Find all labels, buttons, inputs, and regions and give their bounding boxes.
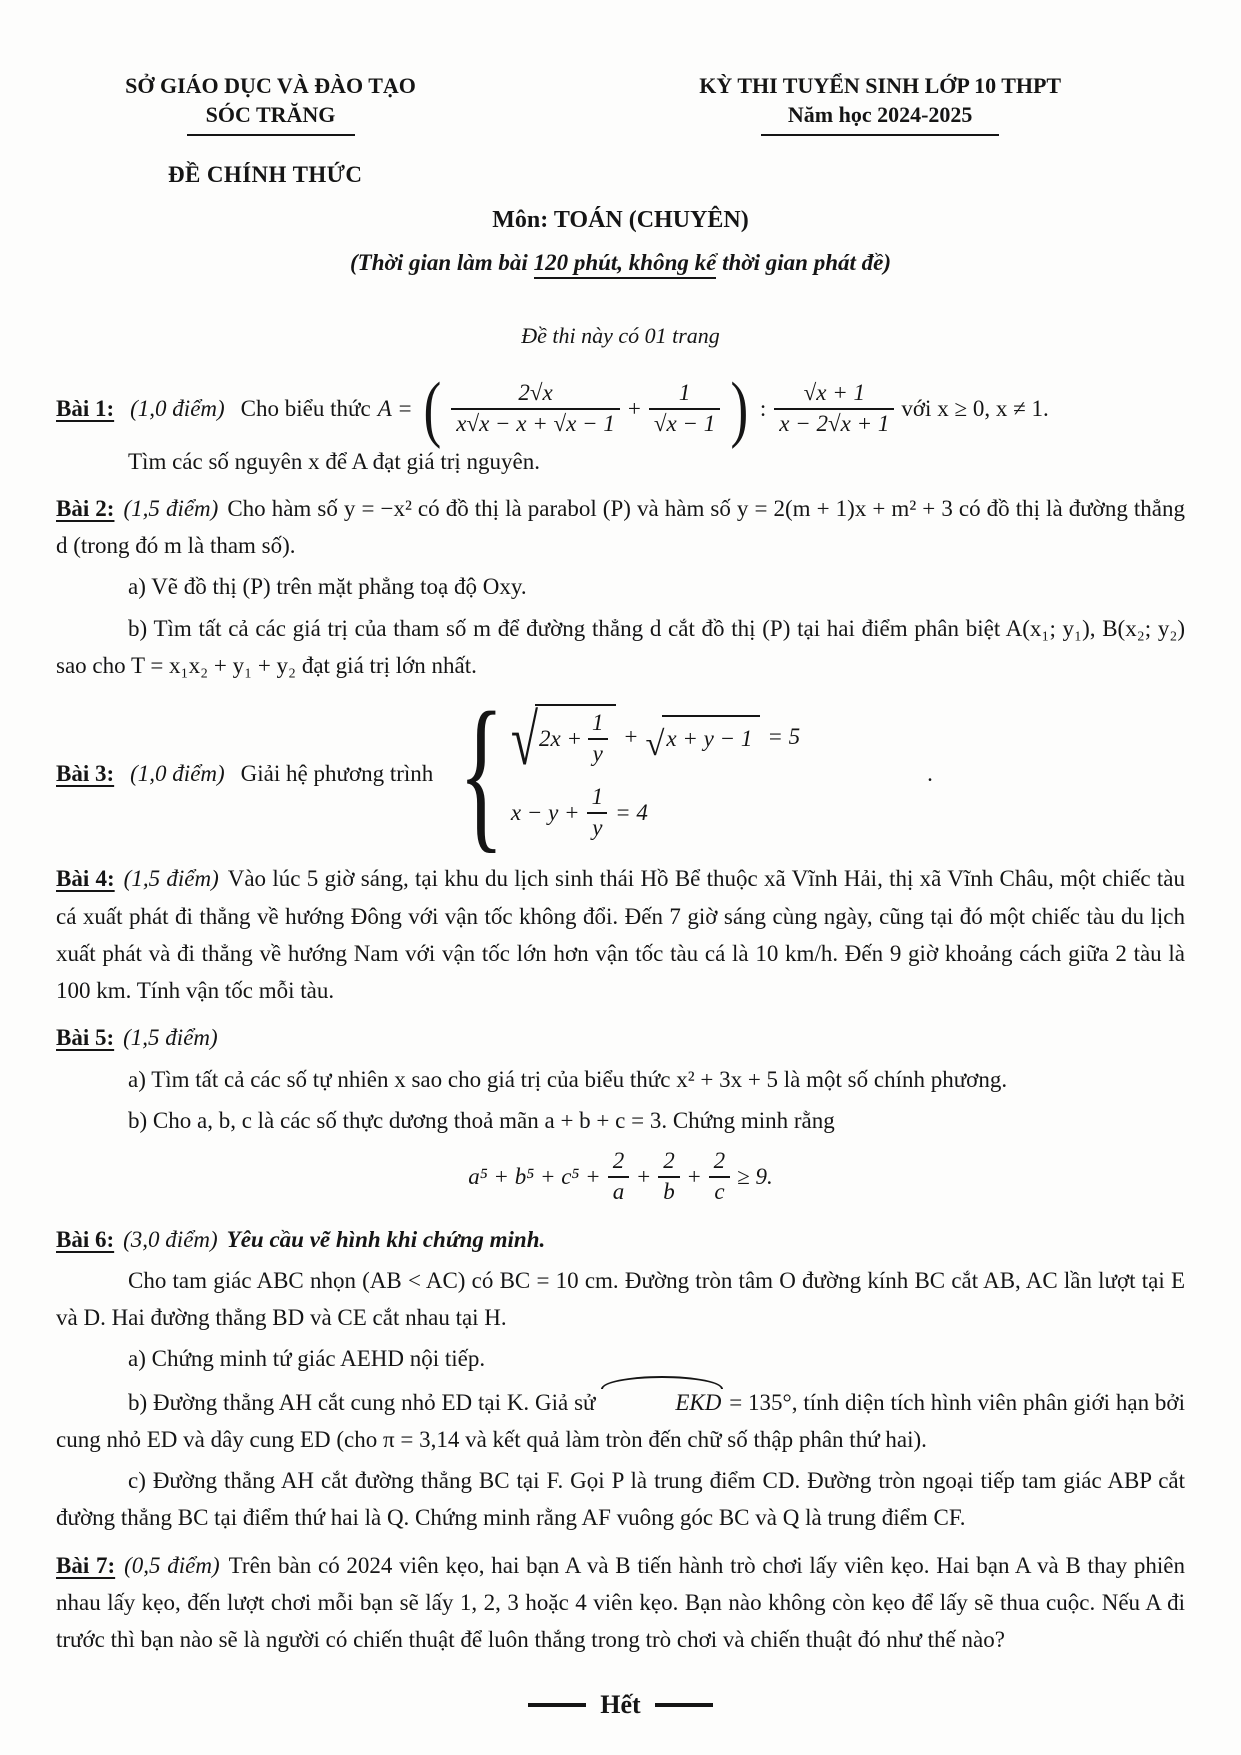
province-name: SÓC TRĂNG: [205, 101, 336, 127]
problem-6-item-c: c) Đường thẳng AH cắt đường thẳng BC tại F. Gọi P là trung điểm CD. Đường tròn ngoại tiếp tam giác ABP cắt đường thẳng BC tại điểm thứ hai là Q. Chứng minh rằng AF vuông góc BC và Q là trung điểm CF.: [56, 1468, 1185, 1531]
domain-condition: với x ≥ 0, x ≠ 1.: [901, 396, 1049, 422]
problem-points: (0,5 điểm): [124, 1552, 220, 1578]
problem-points: (1,5 điểm): [123, 866, 219, 892]
exam-rule: [761, 134, 999, 136]
problem-2: [56, 490, 1185, 684]
dash-line: [528, 1703, 586, 1707]
duration-post: thời gian phát đề): [716, 250, 891, 276]
equation-1: [510, 700, 801, 781]
problem-6-item-b: b) Đường thẳng AH cắt cung nhỏ ED tại K. Giả sử EKD = 135°, tính diện tích hình viên phân giới hạn bởi cung nhỏ ED và dây cung ED (cho π = 3,14 và kết quả làm tròn đến chữ số thập phân thứ hai).: [56, 1382, 1185, 1459]
expression-lhs: A =: [377, 396, 413, 422]
exam-block: [575, 72, 1185, 136]
problem-1: [56, 367, 1185, 450]
subject-title: Môn: TOÁN (CHUYÊN): [492, 207, 749, 234]
radical: √ x + y − 1: [645, 715, 760, 757]
page-count-note: Đề thi này có 01 trang: [521, 322, 720, 348]
plus-operator: +: [687, 1164, 701, 1190]
problem-points: (1,5 điểm): [123, 495, 219, 521]
problem-intro: Cho biểu thức: [240, 396, 371, 422]
fraction: $\frac{2}{a}$: [608, 1147, 630, 1207]
problem-6: [56, 1221, 1185, 1537]
header: [56, 72, 1185, 136]
problem-statement: Vào lúc 5 giờ sáng, tại khu du lịch sinh thái Hồ Bể thuộc xã Vĩnh Hải, thị xã Vĩnh Châu, một chiếc tàu cá xuất phát đi thẳng về hướng Đông với vận tốc không đổi. Đến 7 giờ sáng cùng ngày, cũng tại đó một chiếc tàu du lịch xuất phát và đi thẳng về hướng Nam với vận tốc lớn hơn vận tốc tàu cá là 10 km/h. Đến 9 giờ khoảng cách giữa 2 tàu là 100 km. Tính vận tốc mỗi tàu.: [56, 866, 1186, 1004]
fraction: $\frac{2}{b}$: [658, 1147, 680, 1207]
problem-statement: Trên bàn có 2024 viên kẹo, hai bạn A và B tiến hành trò chơi lấy viên kẹo. Hai bạn A và B thay phiên nhau lấy kẹo, đến lượt chơi mỗi bạn sẽ lấy 1, 2, 3 hoặc 4 viên kẹo. Bạn nào không còn kẹo để lấy sẽ thua cuộc. Nếu A đi trước thì bạn nào sẽ là người có chiến thuật để luôn thắng trong trò chơi và chiến thuật đó như thế nào?: [56, 1552, 1185, 1653]
problem-label: Bài 2:: [56, 495, 115, 521]
department-block: [56, 72, 485, 136]
problem-points: (1,0 điểm): [130, 760, 225, 786]
plus-operator: +: [624, 723, 638, 749]
dash-line: [655, 1703, 713, 1707]
inequality-rhs: ≥ 9.: [737, 1164, 773, 1190]
problem-6-intro: Cho tam giác ABC nhọn (AB < AC) có BC = 10 cm. Đường tròn tâm O đường kính BC cắt AB, AC lần lượt tại E và D. Hai đường thẳng BD và CE cắt nhau tại H.: [56, 1267, 1185, 1331]
problem-intro: Giải hệ phương trình: [240, 760, 434, 786]
fraction: $\frac{1}{y}$: [587, 783, 609, 843]
problem-5-item-a: a) Tìm tất cả các số tự nhiên x sao cho giá trị của biểu thức x² + 3x + 5 là một số chính phương.: [128, 1066, 1008, 1092]
right-paren: ): [730, 367, 749, 450]
fraction: $\frac{√x + 1}{x - 2√x + 1}$: [774, 379, 894, 439]
problem-4: [56, 860, 1185, 1009]
problem-label: Bài 1:: [56, 396, 115, 422]
inequality: a⁵ + b⁵ + c⁵ + $\frac{2}{a}$ + $\frac{2}{b}$ + $\frac{2}{c}$ ≥ 9.: [56, 1147, 1185, 1207]
problem-points: (1,5 điểm): [123, 1025, 218, 1051]
problem-label: Bài 3:: [56, 760, 115, 786]
problem-5-item-b: b) Cho a, b, c là các số thực dương thoả mãn a + b + c = 3. Chứng minh rằng: [128, 1107, 835, 1133]
fraction: $\frac{2}{c}$: [709, 1147, 731, 1207]
problem-label: Bài 5:: [56, 1025, 115, 1051]
left-paren: (: [423, 367, 441, 450]
equation-rhs: = 5: [767, 723, 801, 749]
problem-2-item-b: b) Tìm tất cả các giá trị của tham số m để đường thẳng d cắt đồ thị (P) tại hai điểm phân biệt A(x₁; y₁), B(x₂; y₂) sao cho T = x₁x₂ + y₁ + y₂ đạt giá trị lớn nhất.: [56, 615, 1185, 678]
equation-2: x − y + $\frac{1}{y}$ = 4: [511, 783, 648, 843]
problem-7: [56, 1547, 1185, 1659]
drawing-requirement-note: Yêu cầu vẽ hình khi chứng minh.: [226, 1226, 546, 1252]
fraction: $\frac{1}{y}$: [587, 709, 609, 769]
duration-pre: (Thời gian làm bài: [349, 250, 534, 276]
arc-angle: EKD: [601, 1382, 723, 1421]
problem-3: [56, 678, 1185, 869]
problem-1-task: Tìm các số nguyên x để A đạt giá trị nguyên.: [128, 448, 540, 474]
duration-note: [56, 244, 1185, 281]
equation-rhs: = 4: [615, 799, 648, 825]
department-name: SỞ GIÁO DỤC VÀ ĐÀO TẠO: [125, 73, 416, 98]
radical: √ 2x + $\frac{1}{y}$: [511, 704, 617, 769]
problem-2-item-a: a) Vẽ đồ thị (P) trên mặt phẳng toạ độ Oxy.: [128, 574, 527, 600]
plus-operator: +: [627, 396, 641, 422]
problem-6-item-a: a) Chứng minh tứ giác AEHD nội tiếp.: [128, 1346, 486, 1372]
problem-label: Bài 6:: [56, 1226, 115, 1252]
official-exam-stamp: ĐỀ CHÍNH THỨC: [168, 162, 363, 188]
problem-statement: Cho hàm số y = −x² có đồ thị là parabol (P) và hàm số y = 2(m + 1)x + m² + 3 có đồ thị là đường thẳng d (trong đó m là tham số).: [56, 495, 1186, 559]
system-brace: {: [458, 678, 505, 869]
problem-5: [56, 1019, 1185, 1206]
fraction: $\frac{2√x}{x√x - x + √x - 1}$: [451, 379, 620, 439]
department-rule: [187, 134, 355, 136]
school-year: Năm học 2024-2025: [787, 101, 973, 127]
problem-label: Bài 4:: [56, 866, 115, 892]
problem-points: (1,0 điểm): [130, 396, 225, 422]
plus-operator: +: [637, 1164, 651, 1190]
sentence-period: .: [927, 760, 933, 786]
exam-title: KỲ THI TUYỂN SINH LỚP 10 THPT: [699, 73, 1062, 98]
problem-points: (3,0 điểm): [123, 1226, 218, 1252]
end-marker: [56, 1684, 1185, 1726]
end-label: Hết: [600, 1690, 641, 1720]
equation-system: [440, 678, 801, 869]
duration-underlined: 120 phút, không kể: [534, 250, 717, 279]
problem-label: Bài 7:: [56, 1552, 116, 1578]
division-operator: :: [759, 396, 767, 422]
fraction: $\frac{1}{√x - 1}$: [649, 379, 720, 439]
